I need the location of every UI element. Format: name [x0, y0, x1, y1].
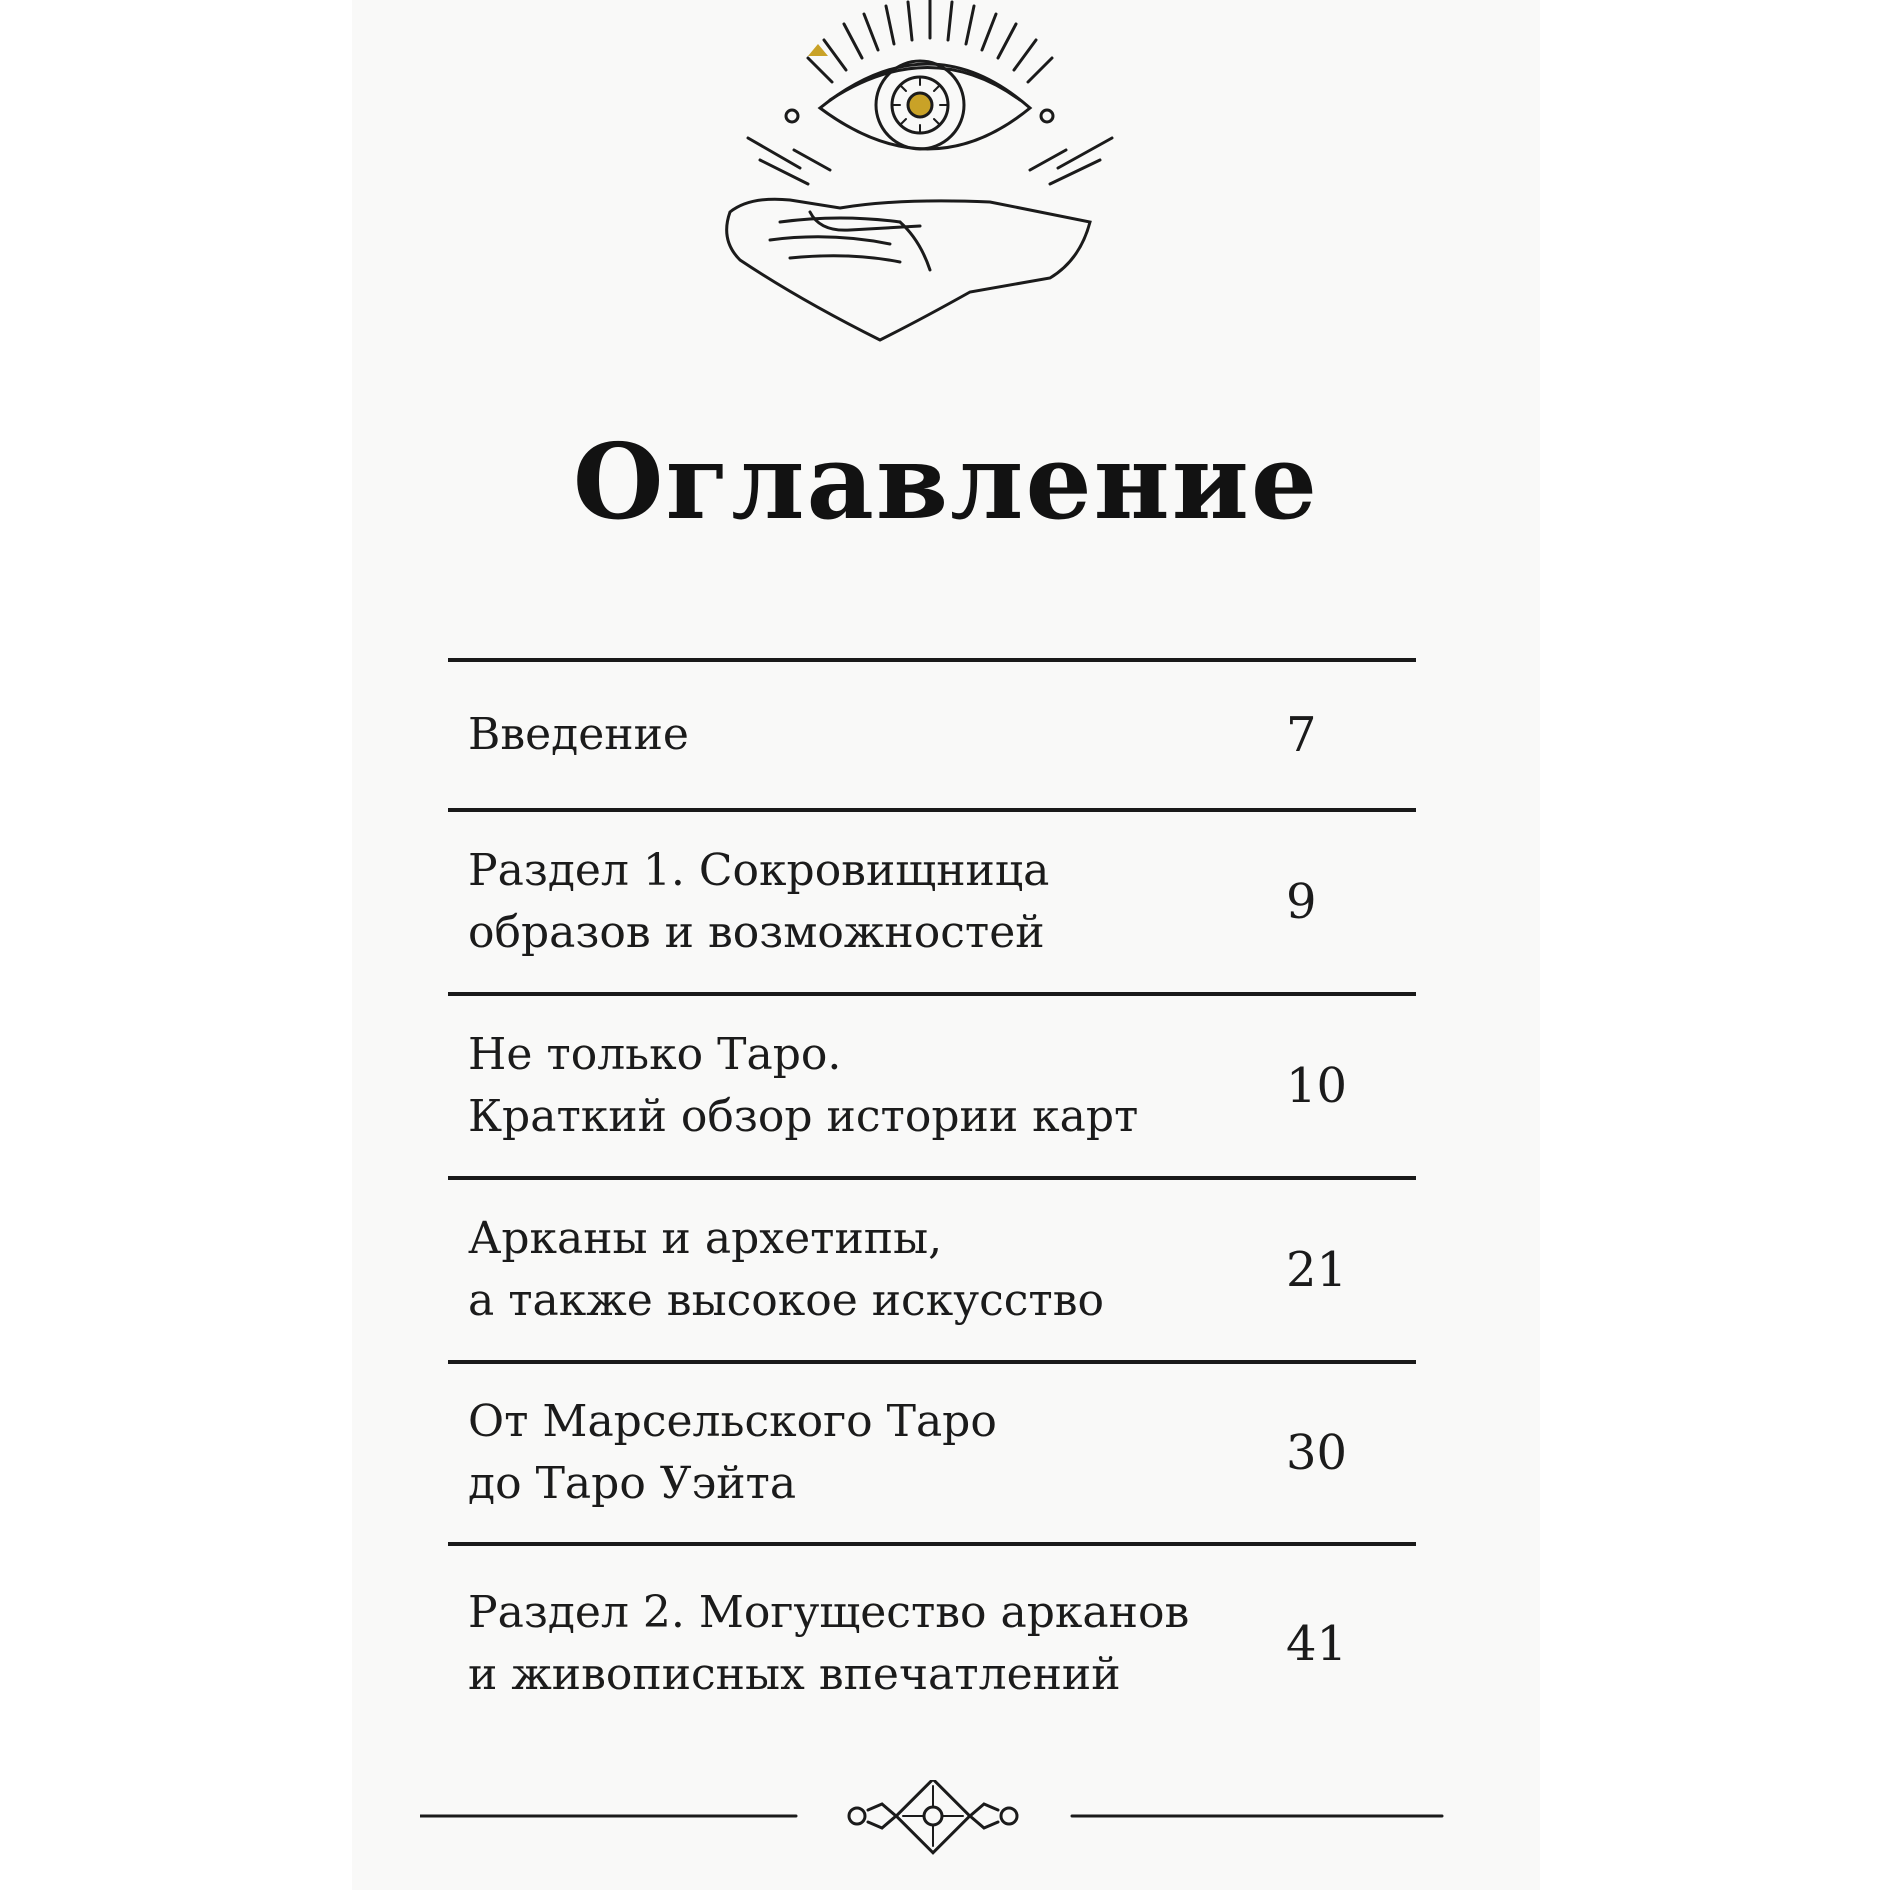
toc-entry-page: 7 [1286, 707, 1317, 763]
toc-row[interactable] [448, 1180, 1416, 1364]
page-title: Оглавление [572, 420, 1320, 543]
toc-row[interactable] [448, 1364, 1416, 1546]
toc-entry-page: 30 [1286, 1425, 1348, 1481]
toc-row[interactable] [448, 1546, 1416, 1742]
toc-row[interactable] [448, 996, 1416, 1180]
eye-over-hand-icon [720, 0, 1140, 345]
toc-entry-page: 9 [1286, 874, 1317, 930]
toc-entry-page: 41 [1286, 1616, 1348, 1672]
toc-entry-title: Арканы и архетипы, а также высокое искусство [468, 1213, 1104, 1326]
table-of-contents [448, 658, 1416, 1742]
toc-entry-title: Введение [468, 709, 689, 760]
toc-row[interactable] [448, 812, 1416, 996]
toc-entry-title: От Марсельского Таро до Таро Уэйта [468, 1396, 997, 1509]
toc-entry-title: Раздел 2. Могущество арканов и живописных впечатлений [468, 1587, 1190, 1700]
ornament-divider-icon [420, 1780, 1445, 1860]
toc-entry-page: 10 [1286, 1058, 1348, 1114]
toc-row[interactable] [448, 662, 1416, 812]
toc-entry-page: 21 [1286, 1242, 1348, 1298]
toc-entry-title: Не только Таро. Краткий обзор истории карт [468, 1029, 1139, 1142]
toc-entry-title: Раздел 1. Сокровищница образов и возможностей [468, 845, 1050, 958]
